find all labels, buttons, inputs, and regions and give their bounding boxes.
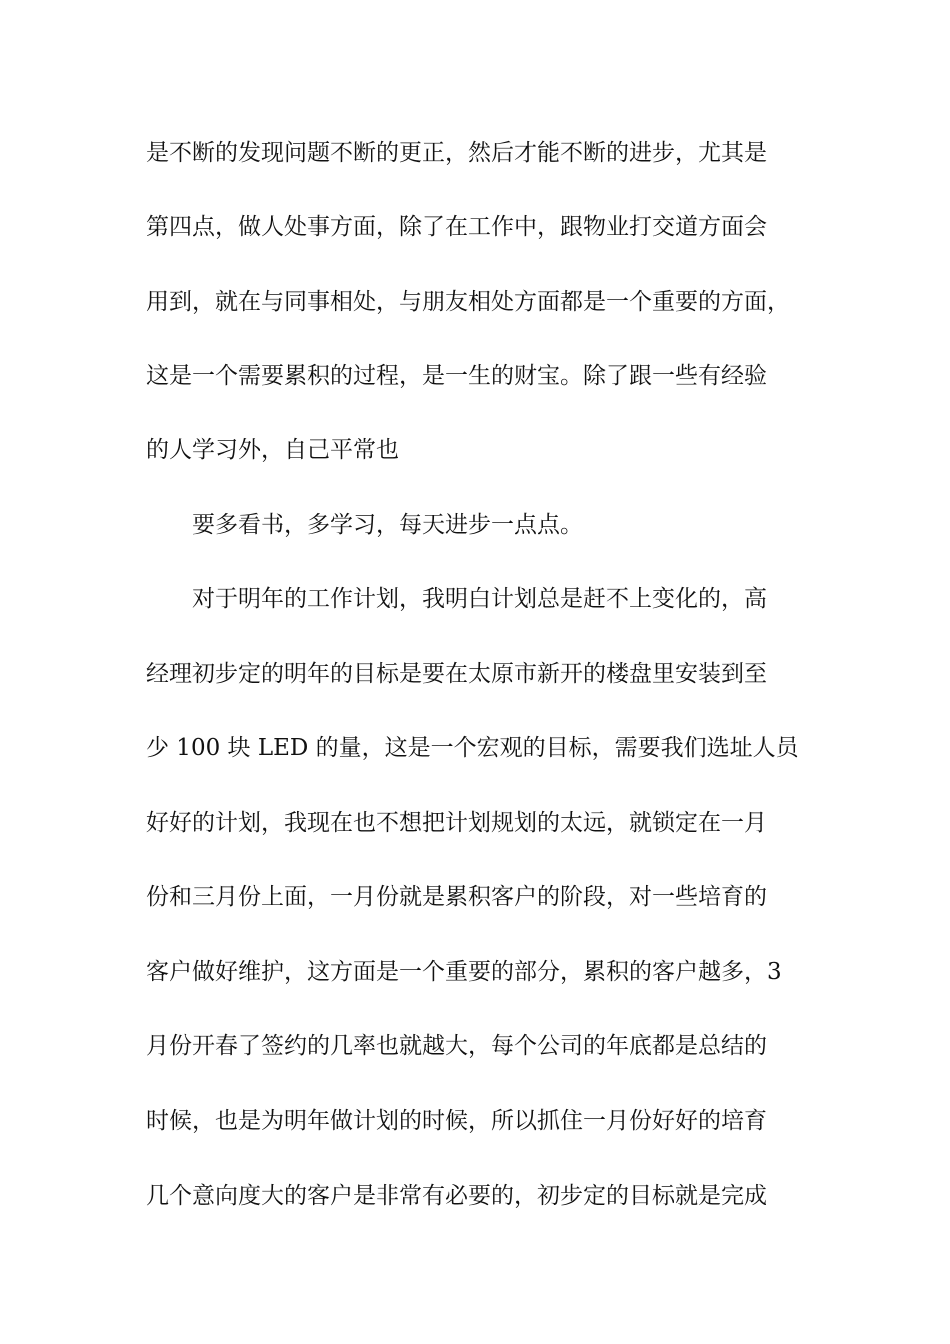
text-line: 月份开春了签约的几率也就越大，每个公司的年底都是总结的 [146, 1033, 767, 1059]
text-line: 客户做好维护，这方面是一个重要的部分，累积的客户越多，3 [146, 959, 782, 985]
text-line: 用到，就在与同事相处，与朋友相处方面都是一个重要的方面， [146, 289, 790, 315]
text-line: 时候，也是为明年做计划的时候，所以抓住一月份好好的培育 [146, 1108, 767, 1134]
text-line: 第四点，做人处事方面，除了在工作中，跟物业打交道方面会 [146, 214, 767, 240]
text-line: 的人学习外，自己平常也 [146, 437, 399, 463]
paragraph-line: 要多看书，多学习，每天进步一点点。 [192, 512, 583, 538]
text-line: 少 100 块 LED 的量，这是一个宏观的目标，需要我们选址人员 [146, 735, 799, 761]
text-line: 是不断的发现问题不断的更正，然后才能不断的进步，尤其是 [146, 140, 767, 166]
text-line: 经理初步定的明年的目标是要在太原市新开的楼盘里安装到至 [146, 661, 767, 687]
text-line: 几个意向度大的客户是非常有必要的，初步定的目标就是完成 [146, 1183, 767, 1209]
text-line: 这是一个需要累积的过程，是一生的财宝。除了跟一些有经验 [146, 363, 767, 389]
text-line: 份和三月份上面，一月份就是累积客户的阶段，对一些培育的 [146, 884, 767, 910]
text-line: 好好的计划，我现在也不想把计划规划的太远，就锁定在一月 [146, 810, 767, 836]
paragraph-line: 对于明年的工作计划，我明白计划总是赶不上变化的，高 [192, 586, 767, 612]
